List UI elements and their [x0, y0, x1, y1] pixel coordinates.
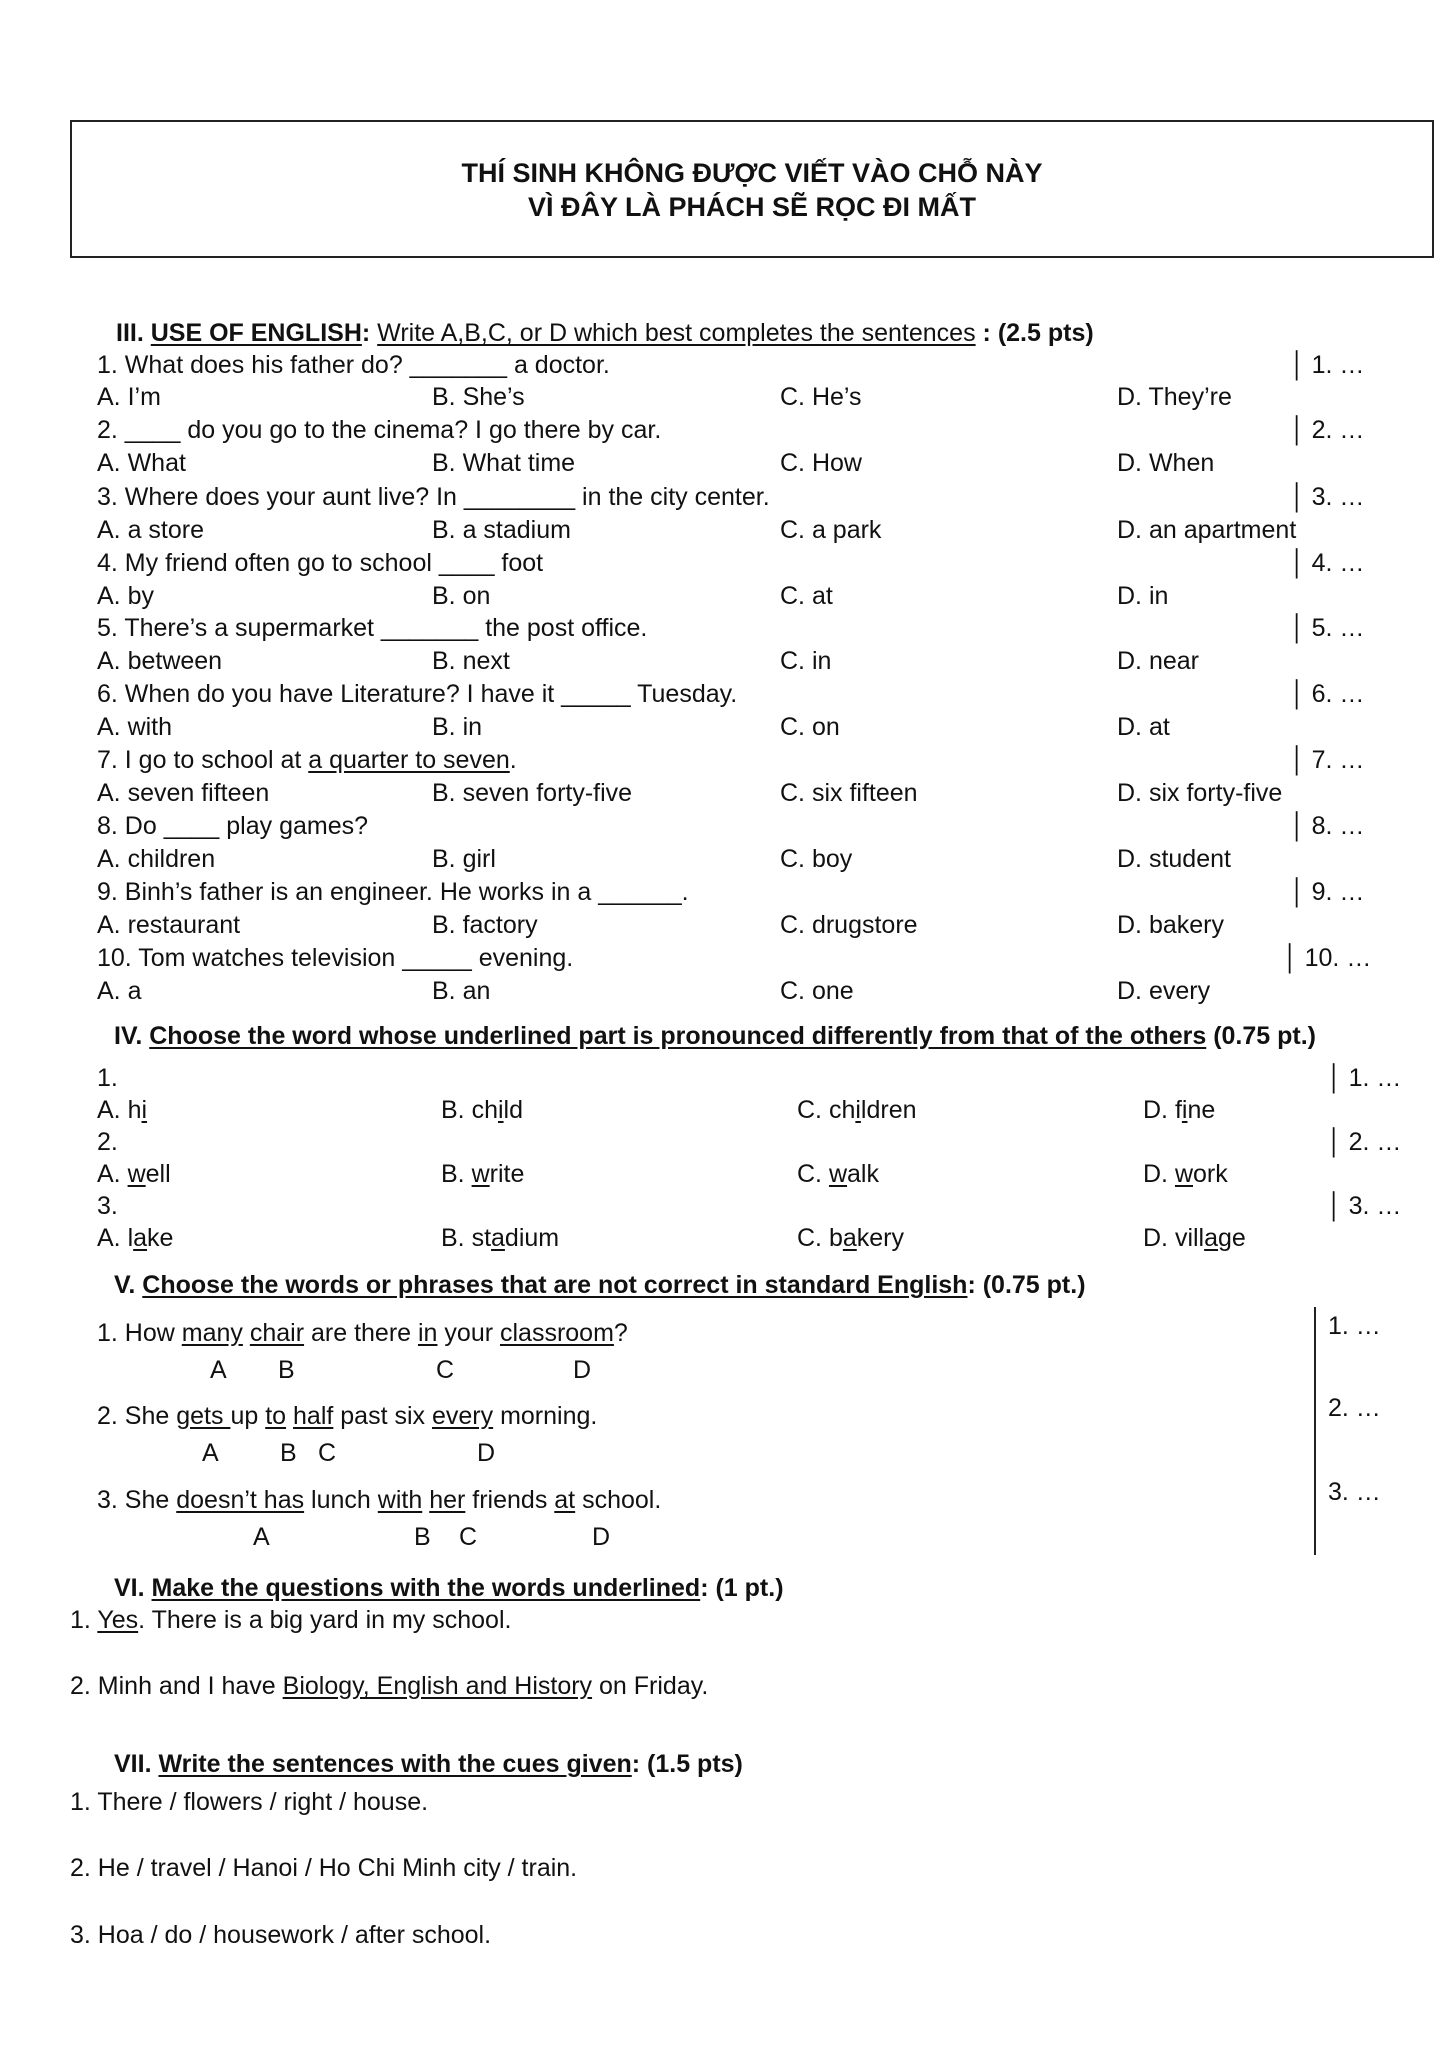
question-5-1: 1. How many chair are there in your classroom? — [97, 1319, 628, 1347]
question-3-2: 2. ____ do you go to the cinema? I go there by car. — [97, 416, 662, 444]
answer-slot-5-2: 2. … — [1328, 1394, 1381, 1422]
option-a: A. children — [97, 845, 216, 873]
option-a: A. What — [97, 449, 186, 477]
section-6-title: Make the questions with the words underlined — [151, 1574, 701, 1602]
question-5-2: 2. She gets up to half past six every morning. — [97, 1402, 598, 1430]
option-a: A. well — [97, 1160, 171, 1188]
marker-b: B — [280, 1439, 297, 1467]
option-a: A. a store — [97, 516, 204, 544]
option-b: B. girl — [432, 845, 496, 873]
marker-d: D — [573, 1356, 592, 1384]
section-3-name: USE OF ENGLISH — [150, 319, 362, 347]
option-d: D. village — [1143, 1224, 1246, 1252]
option-d: D. work — [1143, 1160, 1228, 1188]
option-d: D. When — [1117, 449, 1215, 477]
option-c: C. in — [780, 647, 832, 675]
option-c: C. drugstore — [780, 911, 918, 939]
section-3-number: III. — [116, 319, 144, 347]
answer-slot-4-3: │ 3. … — [1327, 1191, 1401, 1221]
option-c: C. children — [797, 1096, 917, 1124]
section-3-instruction: Write A,B,C, or D which best completes the sentences — [377, 319, 976, 347]
header-box — [70, 120, 1434, 258]
question-7-1: 1. There / flowers / right / house. — [70, 1788, 429, 1816]
section-3-points: : (2.5 pts) — [982, 319, 1094, 347]
option-a: A. hi — [97, 1096, 148, 1124]
option-d: D. student — [1117, 845, 1231, 873]
option-c: C. He’s — [780, 383, 862, 411]
option-a: A. with — [97, 713, 173, 741]
question-3-7: 7. I go to school at a quarter to seven. — [97, 746, 517, 774]
marker-c: C — [436, 1356, 455, 1384]
question-3-6: 6. When do you have Literature? I have it _____ Tuesday. — [97, 680, 738, 708]
option-c: C. one — [780, 977, 854, 1005]
option-a: A. by — [97, 582, 154, 610]
option-a: A. I’m — [97, 383, 161, 411]
section-4-title: Choose the word whose underlined part is pronounced differently from that of the others — [149, 1022, 1207, 1050]
question-7-2: 2. He / travel / Hanoi / Ho Chi Minh city / train. — [70, 1854, 578, 1882]
question-4-2-number: 2. — [97, 1128, 118, 1156]
answer-column-divider — [1314, 1307, 1316, 1555]
marker-b: B — [278, 1356, 295, 1384]
answer-slot-4-2: │ 2. … — [1327, 1127, 1401, 1157]
answer-slot-3-7: │ 7. … — [1290, 745, 1364, 775]
answer-slot-3-3: │ 3. … — [1290, 482, 1364, 512]
option-d: D. near — [1117, 647, 1199, 675]
answer-slot-5-3: 3. … — [1328, 1478, 1381, 1506]
question-6-1: 1. Yes. There is a big yard in my school. — [70, 1606, 512, 1634]
question-4-3-number: 3. — [97, 1192, 118, 1220]
option-a: A. restaurant — [97, 911, 241, 939]
header-line-2: VÌ ĐÂY LÀ PHÁCH SẼ RỌC ĐI MẤT — [527, 192, 977, 222]
option-b: B. on — [432, 582, 491, 610]
marker-a: A — [210, 1356, 227, 1384]
section-3-heading: III. USE OF ENGLISH: Write A,B,C, or D which best completes the sentences : (2.5 pts) — [116, 319, 1094, 347]
answer-slot-3-8: │ 8. … — [1290, 811, 1364, 841]
question-3-3: 3. Where does your aunt live? In ________ in the city center. — [97, 483, 770, 511]
header-line-1: THÍ SINH KHÔNG ĐƯỢC VIẾT VÀO CHỖ NÀY — [461, 158, 1043, 188]
option-d: D. They’re — [1117, 383, 1232, 411]
section-7-title: Write the sentences with the cues given — [158, 1750, 632, 1778]
option-a: A. between — [97, 647, 223, 675]
option-c: C. bakery — [797, 1224, 904, 1252]
underlined-phrase: a quarter to seven — [308, 746, 510, 774]
marker-d: D — [592, 1523, 611, 1551]
option-b: B. What time — [432, 449, 576, 477]
marker-b: B — [414, 1523, 431, 1551]
option-c: C. boy — [780, 845, 853, 873]
answer-slot-3-2: │ 2. … — [1290, 415, 1364, 445]
section-6-heading: VI. Make the questions with the words underlined: (1 pt.) — [114, 1574, 784, 1602]
option-d: D. an apartment — [1117, 516, 1297, 544]
option-b: B. factory — [432, 911, 538, 939]
option-c: C. at — [780, 582, 833, 610]
option-d: D. fine — [1143, 1096, 1216, 1124]
option-b: B. write — [441, 1160, 525, 1188]
option-c: C. a park — [780, 516, 882, 544]
option-d: D. in — [1117, 582, 1169, 610]
question-6-2: 2. Minh and I have Biology, English and History on Friday. — [70, 1672, 709, 1700]
option-b: B. a stadium — [432, 516, 571, 544]
question-3-8: 8. Do ____ play games? — [97, 812, 369, 840]
option-c: C. on — [780, 713, 840, 741]
section-4-heading: IV. Choose the word whose underlined part is pronounced differently from that of the others (0.75 pt.) — [114, 1022, 1316, 1050]
answer-slot-4-1: │ 1. … — [1327, 1063, 1401, 1093]
question-3-10: 10. Tom watches television _____ evening. — [97, 944, 574, 972]
answer-slot-3-4: │ 4. … — [1290, 548, 1364, 578]
marker-d: D — [477, 1439, 496, 1467]
option-d: D. at — [1117, 713, 1170, 741]
option-b: B. child — [441, 1096, 524, 1124]
option-a: A. seven fifteen — [97, 779, 270, 807]
option-d: D. every — [1117, 977, 1211, 1005]
option-c: C. How — [780, 449, 862, 477]
option-d: D. six forty-five — [1117, 779, 1283, 807]
marker-c: C — [459, 1523, 478, 1551]
answer-slot-3-1: │ 1. … — [1290, 350, 1364, 380]
option-d: D. bakery — [1117, 911, 1224, 939]
option-b: B. stadium — [441, 1224, 560, 1252]
answer-slot-3-5: │ 5. … — [1290, 613, 1364, 643]
answer-slot-3-10: │ 10. … — [1283, 943, 1371, 973]
question-3-4: 4. My friend often go to school ____ foot — [97, 549, 544, 577]
option-c: C. six fifteen — [780, 779, 918, 807]
question-3-9: 9. Binh’s father is an engineer. He works in a ______. — [97, 878, 689, 906]
option-a: A. a — [97, 977, 142, 1005]
answer-slot-5-1: 1. … — [1328, 1312, 1381, 1340]
question-3-5: 5. There’s a supermarket _______ the post office. — [97, 614, 648, 642]
option-c: C. walk — [797, 1160, 879, 1188]
question-5-3: 3. She doesn’t has lunch with her friends at school. — [97, 1486, 662, 1514]
section-7-heading: VII. Write the sentences with the cues given: (1.5 pts) — [114, 1750, 743, 1778]
section-5-heading: V. Choose the words or phrases that are not correct in standard English: (0.75 pt.) — [114, 1271, 1086, 1299]
answer-slot-3-9: │ 9. … — [1290, 877, 1364, 907]
option-b: B. next — [432, 647, 510, 675]
marker-a: A — [253, 1523, 270, 1551]
question-7-3: 3. Hoa / do / housework / after school. — [70, 1921, 492, 1949]
option-a: A. lake — [97, 1224, 174, 1252]
option-b: B. She’s — [432, 383, 525, 411]
option-b: B. an — [432, 977, 491, 1005]
marker-c: C — [318, 1439, 337, 1467]
question-3-1: 1. What does his father do? _______ a doctor. — [97, 351, 610, 379]
section-5-title: Choose the words or phrases that are not correct in standard English — [142, 1271, 968, 1299]
option-b: B. in — [432, 713, 483, 741]
marker-a: A — [202, 1439, 219, 1467]
question-4-1-number: 1. — [97, 1064, 118, 1092]
option-b: B. seven forty-five — [432, 779, 633, 807]
answer-slot-3-6: │ 6. … — [1290, 679, 1364, 709]
